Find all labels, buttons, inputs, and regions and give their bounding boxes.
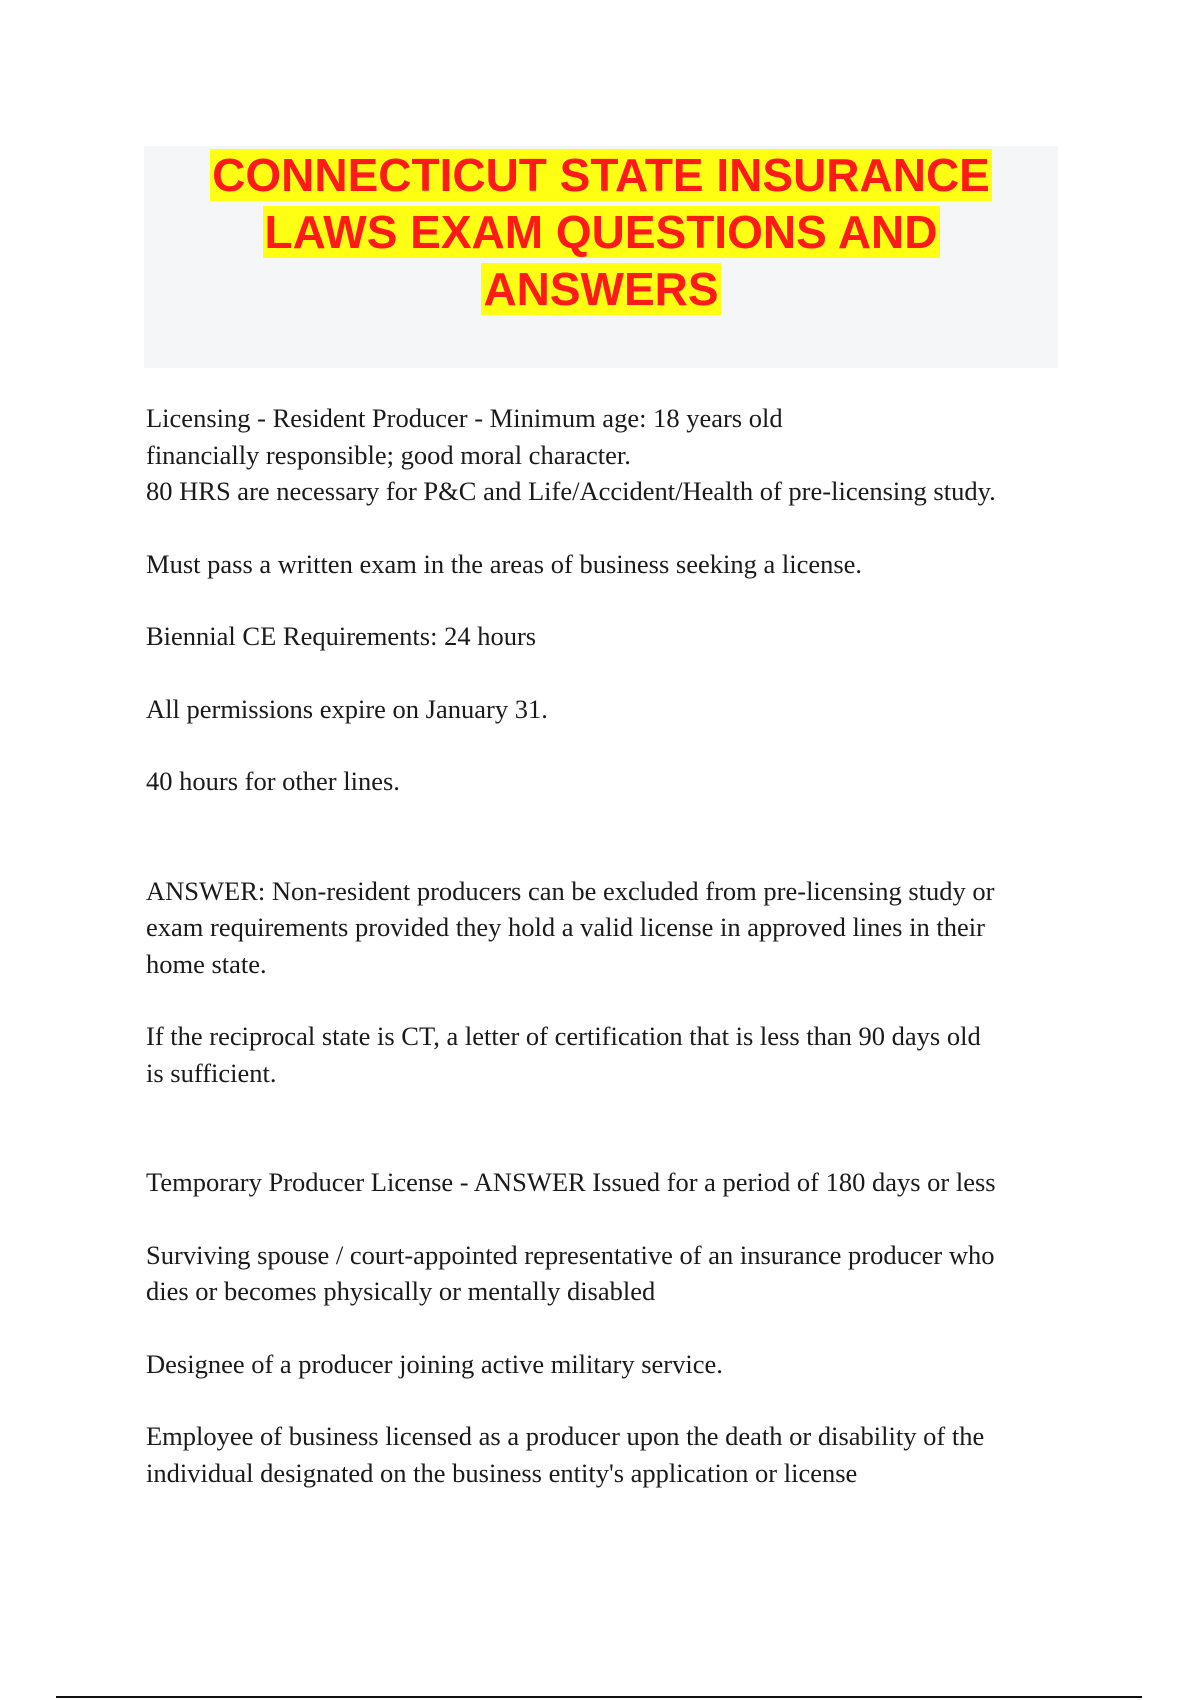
document-title-line-1: CONNECTICUT STATE INSURANCE bbox=[212, 149, 990, 201]
text-line: individual designated on the business entity's application or license bbox=[146, 1457, 858, 1488]
text-line: Must pass a written exam in the areas of business seeking a license. bbox=[146, 548, 863, 579]
text-line: Biennial CE Requirements: 24 hours bbox=[146, 621, 537, 651]
text-line: home state. bbox=[146, 948, 267, 979]
text-line: dies or becomes physically or mentally disabled bbox=[146, 1276, 656, 1306]
text-line: 80 HRS are necessary for P&C and Life/Accident/Health of pre-licensing study. bbox=[146, 476, 996, 506]
text-line: Designee of a producer joining active military service. bbox=[146, 1348, 723, 1379]
text-line: financially responsible; good moral character. bbox=[146, 439, 631, 470]
text-line: Licensing - Resident Producer - Minimum age: 18 years old bbox=[146, 403, 783, 433]
text-line: Employee of business licensed as a producer upon the death or disability of the bbox=[146, 1421, 985, 1451]
paragraph-surviving-spouse bbox=[146, 1237, 1066, 1310]
paragraph-written-exam bbox=[146, 546, 1066, 583]
paragraph-non-resident bbox=[146, 873, 1066, 983]
paragraph-reciprocal-state bbox=[146, 1018, 1066, 1091]
document-body bbox=[146, 400, 1066, 1491]
text-line: ANSWER: Non-resident producers can be excluded from pre-licensing study or bbox=[146, 875, 995, 906]
page-bottom-divider bbox=[56, 1696, 1142, 1698]
paragraph-military-designee bbox=[146, 1346, 1066, 1383]
text-line: Temporary Producer License - ANSWER Issued for a period of 180 days or less bbox=[146, 1167, 996, 1197]
text-line: Surviving spouse / court-appointed representative of an insurance producer who bbox=[146, 1239, 995, 1270]
title-block bbox=[144, 146, 1058, 368]
paragraph-resident-producer bbox=[146, 400, 1066, 510]
paragraph-ce-requirements bbox=[146, 618, 1066, 655]
paragraph-other-lines bbox=[146, 763, 1066, 800]
paragraph-temporary-license bbox=[146, 1164, 1066, 1201]
text-line: is sufficient. bbox=[146, 1057, 277, 1088]
paragraph-permissions-expire bbox=[146, 691, 1066, 728]
text-line: If the reciprocal state is CT, a letter of certification that is less than 90 days old bbox=[146, 1021, 981, 1051]
text-line: All permissions expire on January 31. bbox=[146, 693, 548, 724]
text-line: exam requirements provided they hold a valid license in approved lines in their bbox=[146, 912, 985, 942]
document-title-line-3: ANSWERS bbox=[483, 263, 719, 315]
paragraph-business-employee bbox=[146, 1418, 1066, 1491]
document-title-line-2: LAWS EXAM QUESTIONS AND bbox=[264, 206, 938, 258]
text-line: 40 hours for other lines. bbox=[146, 766, 400, 796]
